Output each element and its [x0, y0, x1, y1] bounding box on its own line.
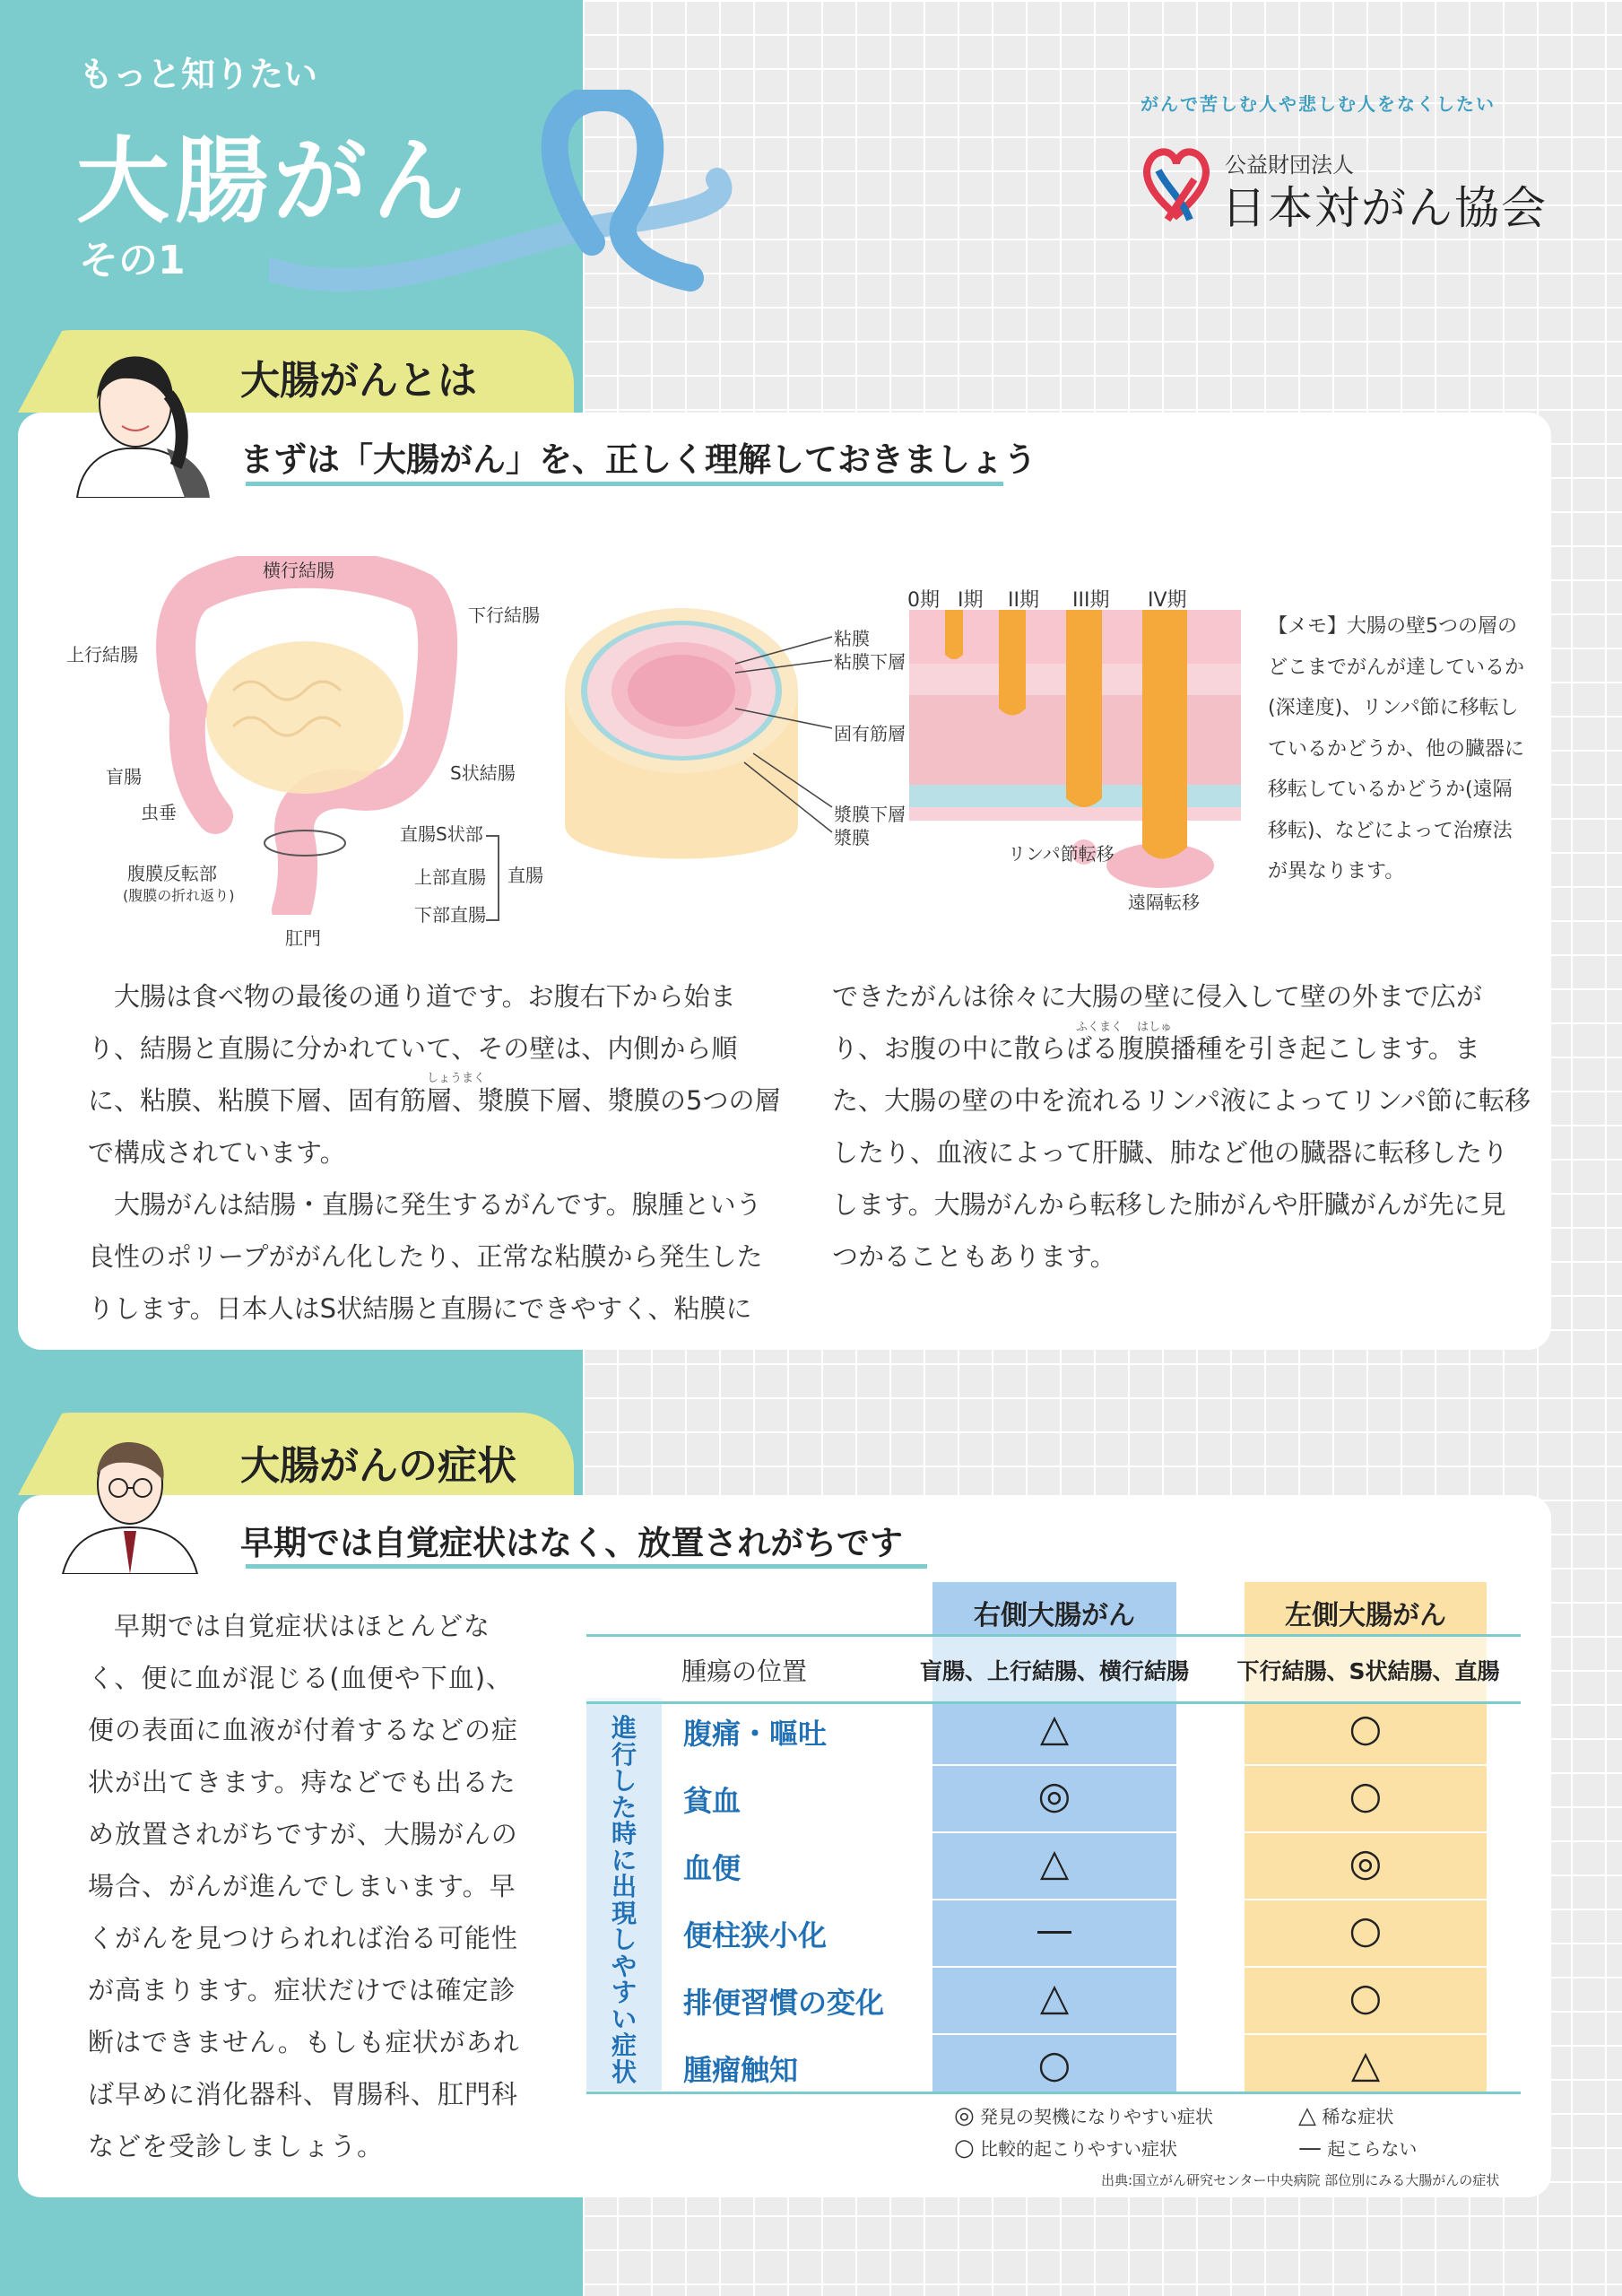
- org-heart-logo-icon: [1141, 144, 1212, 224]
- ruby-hashu: はしゅ: [1137, 1021, 1173, 1034]
- label-appendix: 虫垂: [141, 802, 177, 823]
- symptom-row: [662, 1831, 1521, 1899]
- rectum-bracket: [484, 834, 506, 924]
- stage-2: II期: [1008, 589, 1039, 612]
- label-descending: 下行結腸: [468, 604, 540, 626]
- right-position: 盲腸、上行結腸、横行結腸: [919, 1658, 1189, 1684]
- header-subtitle: もっと知りたい: [79, 55, 318, 94]
- page-title: 大腸がん: [76, 126, 472, 236]
- left-colon-symbol: ○: [1349, 1975, 1383, 2019]
- org-tagline: がんで苦しむ人や悲しむ人をなくしたい: [1141, 93, 1496, 115]
- stage-3: III期: [1072, 589, 1110, 612]
- section1-title: 大腸がんとは: [240, 358, 477, 404]
- right-colon-symbol: ◎: [1037, 1773, 1071, 1817]
- label-rectosigmoid: 直腸S状部: [400, 823, 483, 845]
- legend-circle: ○ 比較的起こりやすい症状: [954, 2135, 1178, 2161]
- section2-lead: 早期では自覚症状はなく、放置されがちです: [240, 1524, 903, 1562]
- label-sigmoid: S状結腸: [450, 762, 516, 784]
- left-colon-symbol: △: [1350, 2042, 1381, 2086]
- right-colon-symbol: △: [1039, 1975, 1070, 2019]
- symptom-name: 血便: [683, 1851, 742, 1885]
- dash-icon: —: [1298, 2135, 1322, 2161]
- left-colon-symbol: ○: [1349, 1908, 1383, 1952]
- legend-triangle: △ 稀な症状: [1298, 2102, 1394, 2129]
- left-colon-header: 左側大腸がん: [1285, 1600, 1446, 1631]
- left-p1-a: 大腸は食べ物の最後の通り道です。お腹右下から始まり、結腸と直腸に分かれていて、その壁は、内側から順に、粘膜、粘膜下層、固有筋層、: [88, 981, 738, 1116]
- symptom-row: [662, 1899, 1521, 1966]
- right-p-a: できたがんは徐々に大腸の壁に侵入して壁の外まで広がり、お腹の中に散らばる: [832, 981, 1483, 1064]
- label-rectum: 直腸: [507, 865, 543, 886]
- ruby-fukumaku: ふくまく: [1076, 1021, 1123, 1034]
- symptom-name: 貧血: [683, 1784, 742, 1818]
- symptom-name: 排便習慣の変化: [683, 1986, 885, 2020]
- symptom-table: [662, 1699, 1521, 2100]
- symptom-row: [662, 1699, 1521, 1764]
- left-p1-c: 下層、漿膜の5つの層で構成されています。: [88, 1085, 781, 1168]
- stage-4: IV期: [1148, 589, 1187, 612]
- section1-right-text: [832, 970, 1531, 1283]
- stage-0: 0期: [907, 589, 940, 612]
- legend-dash: — 起こらない: [1298, 2135, 1418, 2161]
- right-colon-symbol: ○: [1037, 2042, 1071, 2086]
- label-lower-rectum: 下部直腸: [414, 904, 486, 926]
- left-colon-symbol: ◎: [1349, 1840, 1383, 1884]
- left-p1-b: 漿膜: [478, 1085, 531, 1116]
- symptom-row: [662, 2033, 1521, 2100]
- org-kind: 公益財団法人: [1225, 152, 1354, 178]
- wall-leader-lines: [735, 628, 838, 843]
- label-subserosa: 漿膜下層: [834, 804, 906, 825]
- symptom-row: [662, 1966, 1521, 2033]
- position-label: 腫瘍の位置: [681, 1657, 808, 1686]
- section2-body: [88, 1600, 536, 2172]
- label-lymph-metastasis: リンパ節転移: [1008, 843, 1115, 865]
- legend-double-circle: ◎ 発見の契機になりやすい症状: [954, 2102, 1214, 2129]
- double-circle-icon: ◎: [954, 2102, 975, 2129]
- label-mucosa: 粘膜: [834, 628, 870, 649]
- doctor-avatar: [54, 1422, 206, 1574]
- section2-body-text: 早期では自覚症状はほとんどなく、便に血が混じる(血便や下血)、便の表面に血液が付着するなどの症状が出てきます。痔などでも出るため放置されがちですが、大腸がんの場合、がんが進んでしまいます。早くがんを見つけられれば治る可能性が高まります。症状だけでは確定診断はできません。もしも症状があれば早めに消化器科、胃腸科、肛門科などを受診しましょう。: [88, 1611, 520, 2161]
- label-ascending: 上行結腸: [66, 644, 138, 665]
- table-bottom-rule: [586, 2092, 1521, 2094]
- section2-title: 大腸がんの症状: [240, 1443, 516, 1489]
- side-label: 進行した時に出現しやすい症状: [611, 1713, 637, 2087]
- left-colon-symbol: ○: [1349, 1773, 1383, 1817]
- memo-note: 【メモ】大腸の壁5つの層のどこまでがんが達しているか(深達度)、リンパ節に移転しているかどうか、他の臓器に移転しているかどうか(遠隔移転)、などによって治療法が異なります。: [1268, 615, 1525, 883]
- label-muscularis: 固有筋層: [834, 723, 906, 744]
- symptom-row: [662, 1764, 1521, 1831]
- label-peritoneal-reflection: 腹膜反転部: [127, 863, 217, 884]
- section2-lead-underline: [246, 1564, 927, 1569]
- right-p-b: 腹膜播種: [1118, 1033, 1223, 1064]
- header-part: その1: [79, 238, 186, 283]
- right-p-c: を引き起こします。また、大腸の壁の中を流れるリンパ液によってリンパ節に転移したり、血液によって肝臓、肺など他の臓器に転移したりします。大腸がんから転移した肺がんや肝臓がんが先に見つかることもあります。: [832, 1033, 1531, 1272]
- symptom-name: 腹痛・嘔吐: [683, 1717, 828, 1751]
- label-serosa: 漿膜: [834, 827, 870, 848]
- symptom-name: 腫瘤触知: [683, 2053, 799, 2087]
- ruby-shoumaku: しょうまく: [427, 1072, 486, 1085]
- label-peritoneal-reflection-note: (腹膜の折れ返り): [123, 887, 235, 904]
- circle-icon: ○: [954, 2135, 975, 2161]
- symptom-name: 便柱狭小化: [683, 1918, 828, 1952]
- section1-lead-underline: [246, 482, 1003, 486]
- section1-lead: まずは「大腸がん」を、正しく理解しておきましょう: [240, 440, 1037, 479]
- source-note: 出典:国立がん研究センター中央病院 部位別にみる大腸がんの症状: [1101, 2172, 1500, 2188]
- label-upper-rectum: 上部直腸: [414, 866, 486, 888]
- label-anus: 肛門: [285, 927, 321, 949]
- woman-avatar: [59, 341, 212, 498]
- org-name: 日本対がん協会: [1221, 182, 1548, 234]
- label-distant-metastasis: 遠隔転移: [1128, 891, 1200, 913]
- left-p2: 大腸がんは結腸・直腸に発生するがんです。腺腫という良性のポリープががん化したり、正常な粘膜から発生したりします。日本人はS状結腸と直腸にできやすく、粘膜に: [88, 1189, 763, 1324]
- stage-1: I期: [958, 589, 984, 612]
- triangle-icon: △: [1298, 2102, 1316, 2129]
- right-colon-symbol: △: [1039, 1840, 1070, 1884]
- label-cecum: 盲腸: [106, 766, 142, 787]
- left-position: 下行結腸、S状結腸、直腸: [1236, 1658, 1500, 1684]
- right-colon-symbol: △: [1039, 1706, 1070, 1750]
- label-transverse: 横行結腸: [263, 560, 334, 581]
- label-submucosa: 粘膜下層: [834, 651, 906, 673]
- right-colon-header: 右側大腸がん: [974, 1600, 1135, 1631]
- left-colon-symbol: ○: [1349, 1706, 1383, 1750]
- section1-left-text: [88, 970, 787, 1335]
- right-colon-symbol: —: [1036, 1908, 1073, 1952]
